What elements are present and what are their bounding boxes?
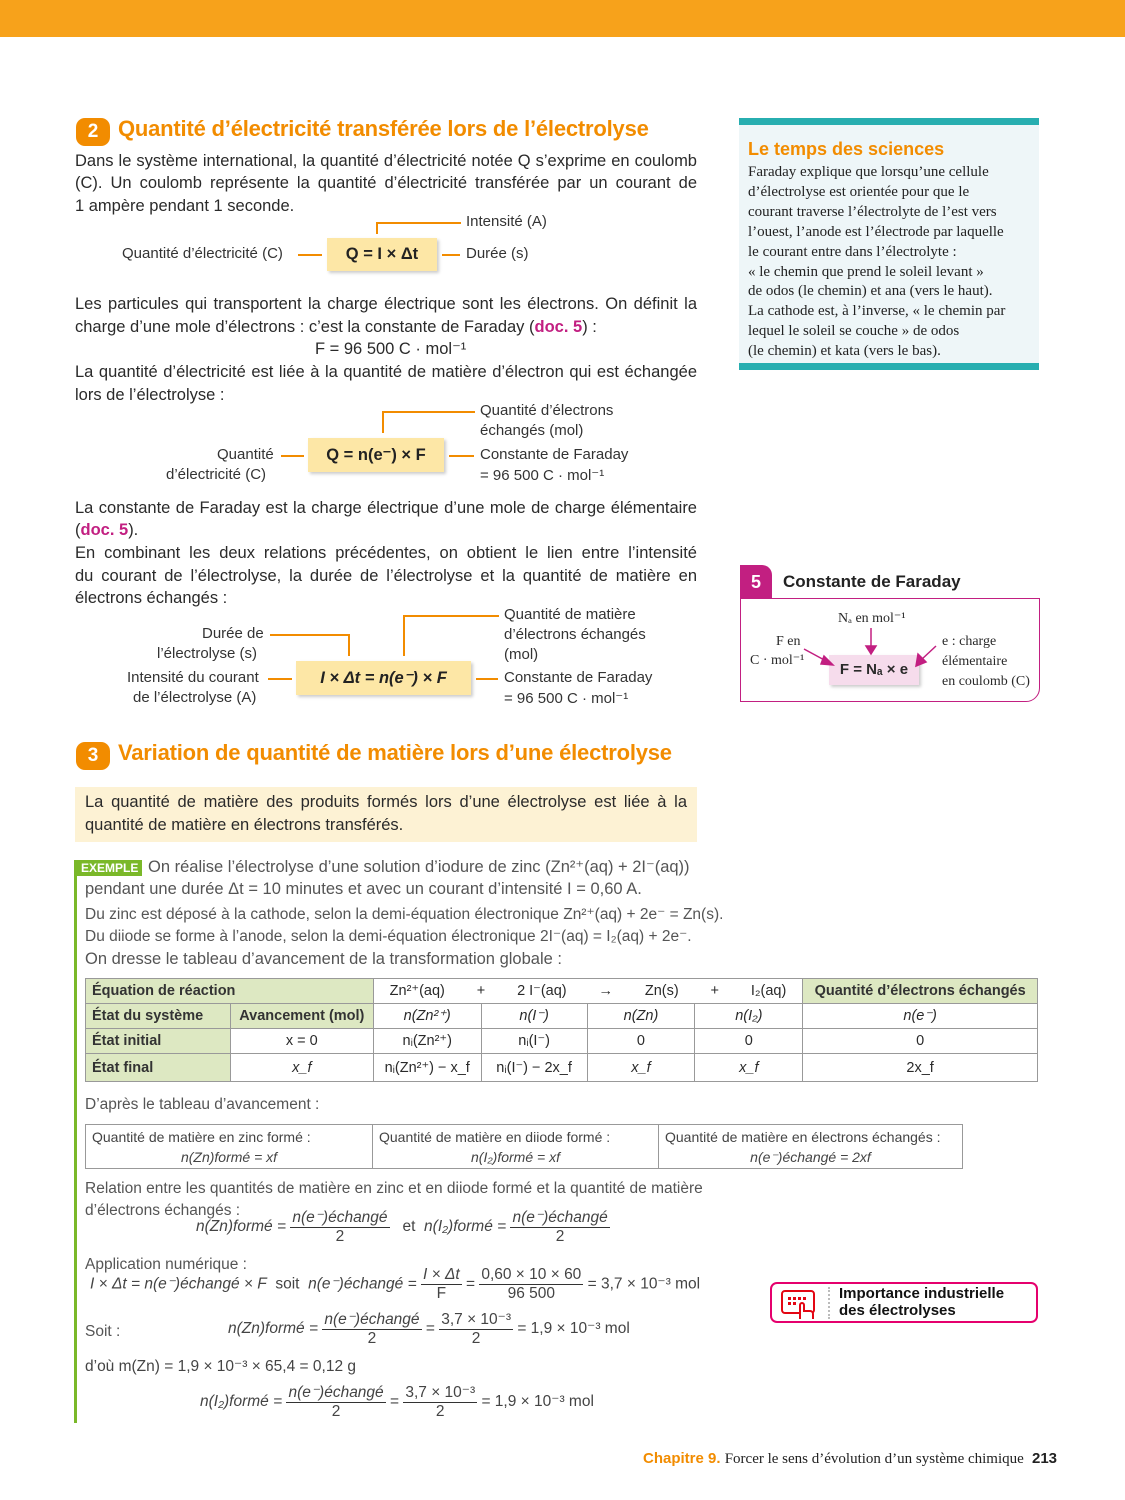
example-line: Du diiode se forme à l’anode, selon la demi-équation électronique 2I⁻(aq) = I₂(aq) + 2e⁻. [85,928,692,945]
doc-number: 5 [740,565,772,599]
doc-title: Constante de Faraday [783,572,961,591]
chapter-title: Forcer le sens d’évolution d’un système chimique [724,1451,1024,1467]
table-row: Équation de réaction Zn²⁺(aq) + 2 I⁻(aq) → Zn(s) + I₂(aq) Quantité d’électrons échangés [86,979,1038,1004]
diagram-label: Intensité (A) [466,213,547,230]
example-badge: EXEMPLE [77,860,142,876]
doc-label: en coulomb (C) [942,674,1030,689]
diagram-label: Durée de [202,625,264,642]
sidebar-line: l’ouest, l’anode est l’électrode par laquelle [748,223,1004,240]
touchscreen-hand-icon [780,1289,822,1321]
link-label: Importance industrielle des électrolyses [839,1285,1005,1319]
table-row: État du système Avancement (mol) n(Zn²⁺) n(I⁻) n(Zn) n(I₂) n(e⁻) [86,1004,1038,1029]
sidebar-line: de odos (le chemin) et ana (vers le haut). [748,283,993,300]
page-footer [643,1450,1057,1468]
doc-label: Nₐ en mol⁻¹ [838,611,906,626]
diagram-label: d’électrons échangés [504,626,646,643]
text-line: d’électrons échangés : [85,1202,241,1219]
diagram-label: Constante de Faraday [504,669,653,686]
paragraph-line: électrons échangés : [75,589,228,607]
diagram-label: Quantité d’électrons [480,402,614,419]
sidebar-line: d’électrolyse est orientée pour que le [748,183,970,200]
sidebar-line: (le chemin) et kata (vers le bas). [748,343,941,360]
top-banner [0,0,1125,37]
doc-label: C · mol⁻¹ [750,653,805,668]
key-point-line: quantité de matière en électrons transférés. [85,816,404,834]
example-line: pendant une durée Δt = 10 minutes et avec un courant d’intensité I = 0,60 A. [85,880,642,898]
example-line: On réalise l’électrolyse d’une solution d’iodure de zinc (Zn²⁺(aq) + 2I⁻(aq)) [148,858,690,876]
text-line: Relation entre les quantités de matière en zinc et en diiode formé et la quantité de matière [85,1180,703,1197]
doc-arrows [740,598,1040,702]
formula-box: I × Δt = n(e⁻) × F [296,661,471,695]
table-row: Quantité de matière en zinc formé : n(Zn)formé = xf Quantité de matière en diiode formé : n(I₂)formé = xf Quantité de matière en électrons échangés : n(e⁻)échangé = 2xf [86,1125,963,1169]
summary-table [85,1124,963,1169]
table-row: État final x_f nᵢ(Zn²⁺) − x_f nᵢ(I⁻) − 2x_f x_f x_f 2x_f [86,1054,1038,1082]
numeric-application: I × Δt = n(e⁻)échangé × F soit n(e⁻)échangé = $\frac{I \times \Delta t}{F}$ = $\frac{0,60 \times 10 \times 60}{96 500}$ = 3,7 × 10⁻³ mol [90,1266,701,1302]
paragraph-line: (C). Un coulomb représente la quantité d’électricité transférée par un courant de [75,174,697,192]
industrial-electrolysis-link[interactable] [770,1282,1038,1323]
paragraph-line: du courant de l’électrolyse, la durée de l’électrolyse et la quantité de matière en [75,567,697,585]
paragraph-line: 1 ampère pendant 1 seconde. [75,197,295,215]
key-point-box [75,787,697,842]
doc-label: e : charge [942,634,997,649]
page-number: 213 [1031,1450,1058,1467]
table-row: État initial x = 0 nᵢ(Zn²⁺) nᵢ(I⁻) 0 0 0 [86,1029,1038,1054]
text-line: D’après le tableau d’avancement : [85,1096,320,1113]
diagram-label: l’électrolyse (s) [157,645,258,662]
diagram-label: Quantité de matière [504,606,636,623]
diagram-label: Intensité du courant [127,669,259,686]
doc-label: élémentaire [942,654,1008,669]
text-line: Soit : [85,1323,121,1340]
paragraph-line: (doc. 5). [75,521,139,539]
diagram-label: de l’électrolyse (A) [133,689,257,706]
paragraph-line: La quantité d’électricité est liée à la quantité de matière d’électron qui est échangée [75,363,697,381]
sidebar-title: Le temps des sciences [748,139,945,159]
faraday-value: F = 96 500 C · mol⁻¹ [315,340,467,358]
history-sidebar [739,118,1039,370]
paragraph-line: Dans le système international, la quantité d’électricité notée Q s’exprime en coulomb [75,152,697,170]
sidebar-line: le courant entre dans l’électrolyte : [748,243,957,260]
diagram-label: Quantité [217,446,274,463]
example-bar [74,860,77,1423]
sidebar-line: courant traverse l’électrolyte de l’est vers [748,203,997,220]
zinc-equation: n(Zn)formé = $\frac{\text{n(e⁻)échangé}}{2}$ = $\frac{\text{3,7 × 10⁻³}}{2}$ = 1,9 × 10⁻³ mol [228,1311,630,1347]
zinc-mass: d’où m(Zn) = 1,9 × 10⁻³ × 65,4 = 0,12 g [85,1358,356,1375]
formula-box: Q = n(e⁻) × F [308,438,444,472]
section-number: 2 [76,118,110,146]
diagram-label: Constante de Faraday [480,446,629,463]
doc-formula: F = Nₐ × e [829,655,919,685]
paragraph-line: Les particules qui transportent la charge électrique sont les électrons. On définit la [75,295,697,313]
doc-label: F en [776,634,801,649]
chapter-number: Chapitre 9. [643,1450,721,1467]
diagram-label: = 96 500 C · mol⁻¹ [504,690,629,707]
paragraph-line: La constante de Faraday est la charge électrique d’une mole de charge élémentaire [75,499,697,517]
section-title: Variation de quantité de matière lors d’une électrolyse [118,740,672,765]
section-number: 3 [76,742,110,770]
example-line: On dresse le tableau d’avancement de la transformation globale : [85,950,562,968]
diagram-label: (mol) [504,646,539,663]
section-title: Quantité d’électricité transférée lors de l’électrolyse [118,116,649,141]
progress-table [85,978,1038,1082]
diagram-label: Quantité d’électricité (C) [122,245,283,262]
key-point-line: La quantité de matière des produits formés lors d’une électrolyse est liée à la [85,793,687,811]
diagram-label: Durée (s) [466,245,529,262]
sidebar-line: lequel le soleil se couche » de odos [748,323,960,340]
sidebar-line: Faraday explique que lorsqu’une cellule [748,164,989,180]
doc-link[interactable]: doc. 5 [534,318,583,336]
sidebar-line: « le chemin que prend le soleil levant » [748,263,984,280]
example-line: Du zinc est déposé à la cathode, selon la demi-équation électronique Zn²⁺(aq) + 2e⁻ = Zn(s). [85,906,724,923]
diagram-label: d’électricité (C) [166,466,267,483]
paragraph-line: lors de l’électrolyse : [75,386,225,404]
text-line: Application numérique : [85,1256,247,1273]
paragraph-line: En combinant les deux relations précédentes, on obtient le lien entre l’intensité [75,544,697,562]
doc-link[interactable]: doc. 5 [80,521,129,539]
diagram-label: = 96 500 C · mol⁻¹ [480,467,605,484]
paragraph-line: charge d’une mole d’électrons : c’est la constante de Faraday (doc. 5) : [75,318,597,336]
sidebar-line: La cathode est, à l’inverse, « le chemin par [748,303,1006,320]
formula-box: Q = I × Δt [327,238,437,271]
diagram-label: échangés (mol) [480,422,584,439]
iodine-equation: n(I₂)formé = $\frac{\text{n(e⁻)échangé}}{2}$ = $\frac{\text{3,7 × 10⁻³}}{2}$ = 1,9 × 10⁻³ mol [200,1384,594,1420]
relation-equation: n(Zn)formé = $\frac{\text{n(e⁻)échangé}}{2}$ et n(I₂)formé = $\frac{\text{n(e⁻)échangé}}{2}$ [196,1209,608,1245]
